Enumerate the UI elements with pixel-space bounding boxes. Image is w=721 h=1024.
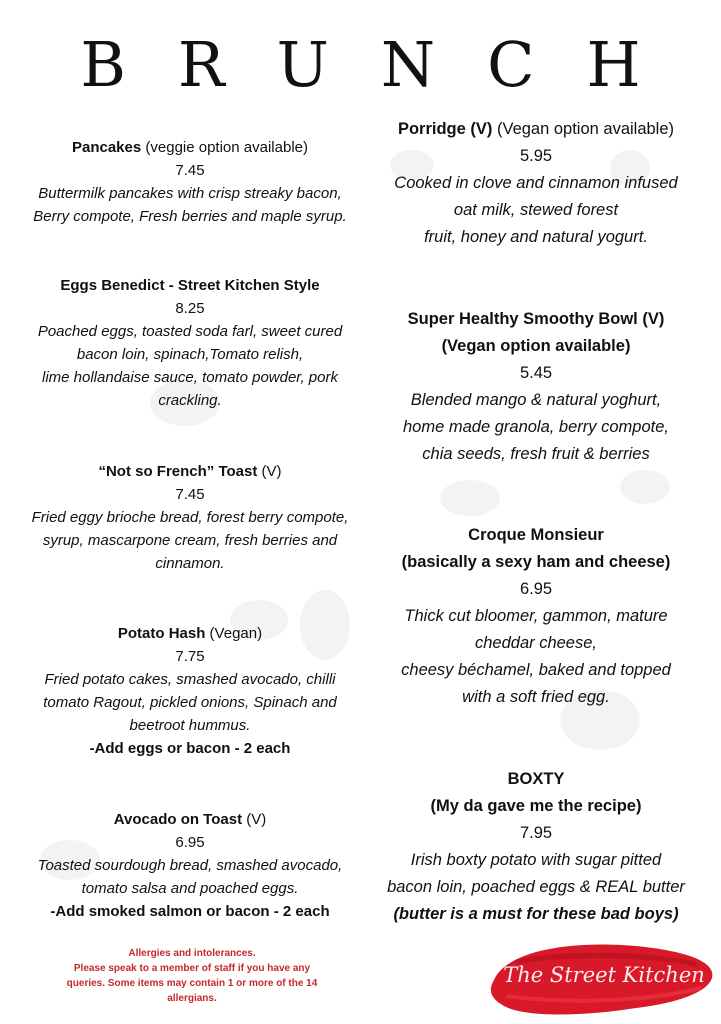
item-description: beetroot hummus. <box>129 717 251 734</box>
item-description: oat milk, stewed forest <box>453 201 619 219</box>
item-description: bacon loin, poached eggs & REAL butter <box>387 878 685 896</box>
item-description: Blended mango & natural yoghurt, <box>410 391 662 409</box>
menu-item-smoothy-bowl <box>366 306 706 468</box>
item-description: tomato salsa and poached eggs. <box>81 880 299 897</box>
allergy-line: Allergies and intolerances. <box>128 948 256 959</box>
item-description: Cooked in clove and cinnamon infused <box>394 174 678 192</box>
menu-item-pancakes <box>14 136 366 228</box>
item-name: Super Healthy Smoothy Bowl (V) <box>407 310 665 328</box>
item-note: (veggie option available) <box>141 139 308 156</box>
item-note: (Vegan option available) <box>492 120 675 138</box>
item-description: Thick cut bloomer, gammon, mature <box>404 607 668 625</box>
item-addon: -Add eggs or bacon - 2 each <box>89 740 291 757</box>
item-name: Potato Hash <box>117 625 206 642</box>
allergy-line: Please speak to a member of staff if you have any <box>73 963 311 974</box>
item-price: 7.95 <box>519 824 553 842</box>
item-description: Poached eggs, toasted soda farl, sweet cured <box>37 323 343 340</box>
menu-item-avocado-toast <box>14 808 366 923</box>
item-description: cheddar cheese, <box>474 634 597 652</box>
item-description: Fried eggy brioche bread, forest berry compote, <box>31 509 349 526</box>
item-description: bacon loin, spinach,Tomato relish, <box>76 346 304 363</box>
item-description: cheesy béchamel, baked and topped <box>401 661 671 679</box>
street-kitchen-logo <box>486 932 716 1020</box>
item-price: 5.45 <box>519 364 553 382</box>
item-subtitle: (Vegan option available) <box>441 337 631 355</box>
item-description: syrup, mascarpone cream, fresh berries and <box>42 532 338 549</box>
item-price: 7.75 <box>175 648 205 665</box>
item-subtitle: (My da gave me the recipe) <box>430 797 642 815</box>
item-description: cinnamon. <box>155 555 225 572</box>
item-description: tomato Ragout, pickled onions, Spinach and <box>43 694 337 711</box>
menu-item-porridge <box>366 116 706 251</box>
item-description: crackling. <box>158 392 222 409</box>
item-price: 5.95 <box>519 147 553 165</box>
item-note: (Vegan) <box>205 625 263 642</box>
item-note: (V) <box>257 463 282 480</box>
menu-item-boxty <box>366 766 706 928</box>
logo-text: The Street Kitchen <box>503 963 705 987</box>
menu-item-eggs-benedict <box>14 274 366 412</box>
item-emphasis: (butter is a must for these bad boys) <box>393 905 679 923</box>
menu-item-potato-hash <box>14 622 366 760</box>
item-name: “Not so French” Toast <box>98 463 258 480</box>
allergy-line: queries. Some items may contain 1 or more of the 14 <box>66 978 318 989</box>
item-description: lime hollandaise sauce, tomato powder, pork <box>41 369 338 386</box>
allergy-line: allergians. <box>167 993 217 1004</box>
menu-title: BRUNCH <box>80 28 693 101</box>
ink-splatter <box>440 480 500 516</box>
item-price: 6.95 <box>519 580 553 598</box>
item-description: chia seeds, fresh fruit & berries <box>422 445 650 463</box>
item-description: home made granola, berry compote, <box>403 418 669 436</box>
ink-splatter <box>620 470 670 504</box>
item-note: (V) <box>242 811 267 828</box>
item-description: Irish boxty potato with sugar pitted <box>410 851 662 869</box>
item-name: Porridge (V) <box>397 120 493 138</box>
item-description: fruit, honey and natural yogurt. <box>424 228 648 246</box>
menu-item-croque-monsieur <box>366 522 706 711</box>
item-price: 8.25 <box>175 300 205 317</box>
allergy-notice <box>42 946 342 1006</box>
item-description: Fried potato cakes, smashed avocado, chilli <box>44 671 336 688</box>
item-addon: -Add smoked salmon or bacon - 2 each <box>50 903 330 920</box>
item-description: with a soft fried egg. <box>462 688 610 706</box>
item-name: Avocado on Toast <box>113 811 243 828</box>
item-price: 7.45 <box>175 162 205 179</box>
item-description: Buttermilk pancakes with crisp streaky bacon, <box>38 185 342 202</box>
item-subtitle: (basically a sexy ham and cheese) <box>401 553 671 571</box>
item-name: Pancakes <box>71 139 142 156</box>
item-description: Berry compote, Fresh berries and maple syrup. <box>33 208 347 225</box>
item-description: Toasted sourdough bread, smashed avocado, <box>37 857 343 874</box>
item-name: Eggs Benedict - Street Kitchen Style <box>60 277 320 294</box>
menu-item-french-toast <box>14 460 366 575</box>
item-price: 6.95 <box>175 834 205 851</box>
item-price: 7.45 <box>175 486 205 503</box>
item-name: Croque Monsieur <box>468 526 604 544</box>
item-name: BOXTY <box>507 770 565 788</box>
